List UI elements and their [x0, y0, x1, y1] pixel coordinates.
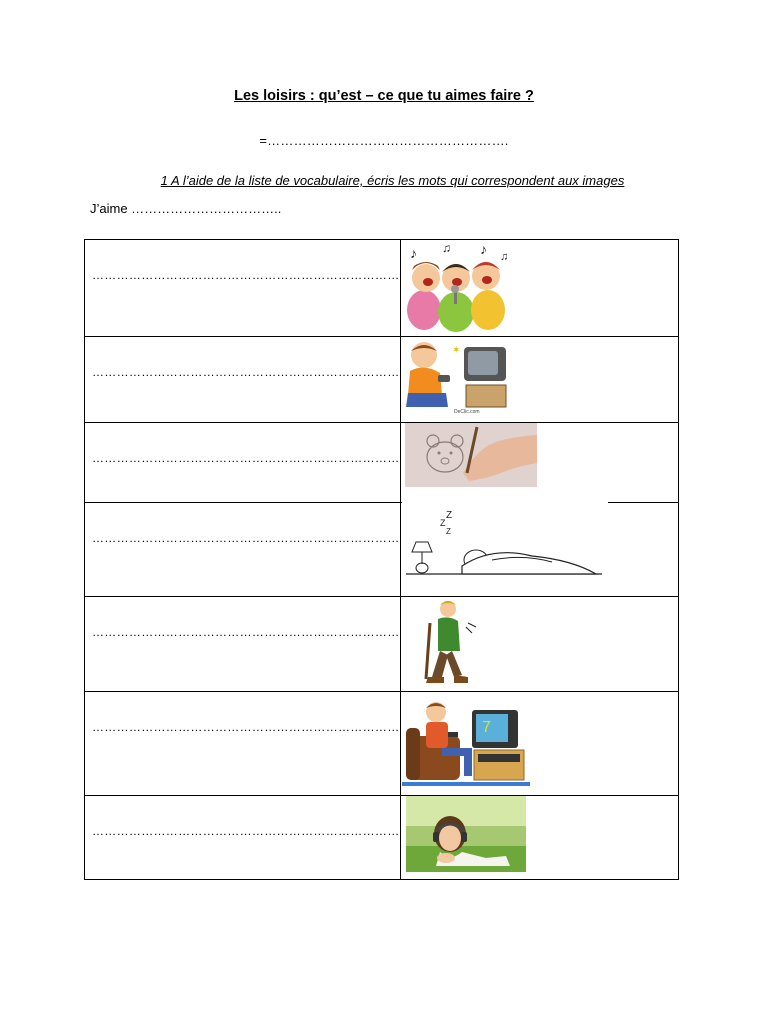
table-row [85, 337, 679, 423]
svg-text:Z: Z [445, 510, 452, 521]
svg-text:✶: ✶ [451, 345, 460, 356]
answer-cell[interactable] [85, 597, 401, 692]
answer-cell[interactable] [85, 503, 401, 597]
table-row [85, 240, 679, 337]
jaime-line: J’aime …………………………….. [90, 201, 282, 216]
table-row [85, 503, 679, 597]
boy-playing-video-games-image [402, 337, 514, 417]
picture-cell [400, 796, 679, 880]
exercise-table [84, 239, 679, 880]
table-row [85, 796, 679, 880]
picture-cell [400, 597, 679, 692]
man-watching-tv-image [402, 692, 530, 788]
svg-text:♫: ♫ [499, 251, 508, 263]
picture-cell [400, 337, 679, 423]
svg-text:Z: Z [439, 518, 445, 528]
answer-cell[interactable] [85, 423, 401, 503]
answer-cell[interactable] [85, 240, 401, 337]
exercise-instruction: 1 A l’aide de la liste de vocabulaire, écris les mots qui correspondent aux images [160, 173, 625, 188]
answer-dots: ………………………………………………………………… [92, 451, 400, 465]
svg-text:7: 7 [481, 719, 491, 736]
children-singing-image [402, 240, 514, 335]
svg-text:♪: ♪ [479, 241, 487, 257]
answer-cell[interactable] [85, 692, 401, 796]
answer-dots: ………………………………………………………………… [92, 625, 400, 639]
answer-dots: ………………………………………………………………… [92, 268, 400, 282]
picture-cell [400, 423, 679, 503]
svg-text:Z: Z [445, 527, 451, 536]
picture-cell [400, 692, 679, 796]
svg-text:♪: ♪ [409, 245, 417, 261]
picture-cell [400, 240, 679, 337]
answer-cell[interactable] [85, 796, 401, 880]
worksheet-title: Les loisirs : qu’est – ce que tu aimes faire ? [234, 88, 534, 104]
answer-cell[interactable] [85, 337, 401, 423]
answer-dots: ………………………………………………………………… [92, 720, 400, 734]
picture-cell [400, 503, 679, 597]
answer-line: =………………………………………………. [259, 133, 509, 148]
table-row [85, 423, 679, 503]
answer-dots: ………………………………………………………………… [92, 824, 400, 838]
man-walking-with-stick-image [402, 597, 486, 687]
table-row [85, 597, 679, 692]
svg-text:♫: ♫ [441, 241, 451, 255]
hand-drawing-bear-image [405, 423, 537, 487]
svg-text:DeClic.com: DeClic.com [453, 409, 480, 415]
girl-listening-to-music-on-grass-image [406, 796, 526, 872]
answer-dots: ………………………………………………………………… [92, 531, 400, 545]
table-row [85, 692, 679, 796]
person-sleeping-image [402, 502, 608, 588]
answer-dots: ………………………………………………………………… [92, 365, 400, 379]
